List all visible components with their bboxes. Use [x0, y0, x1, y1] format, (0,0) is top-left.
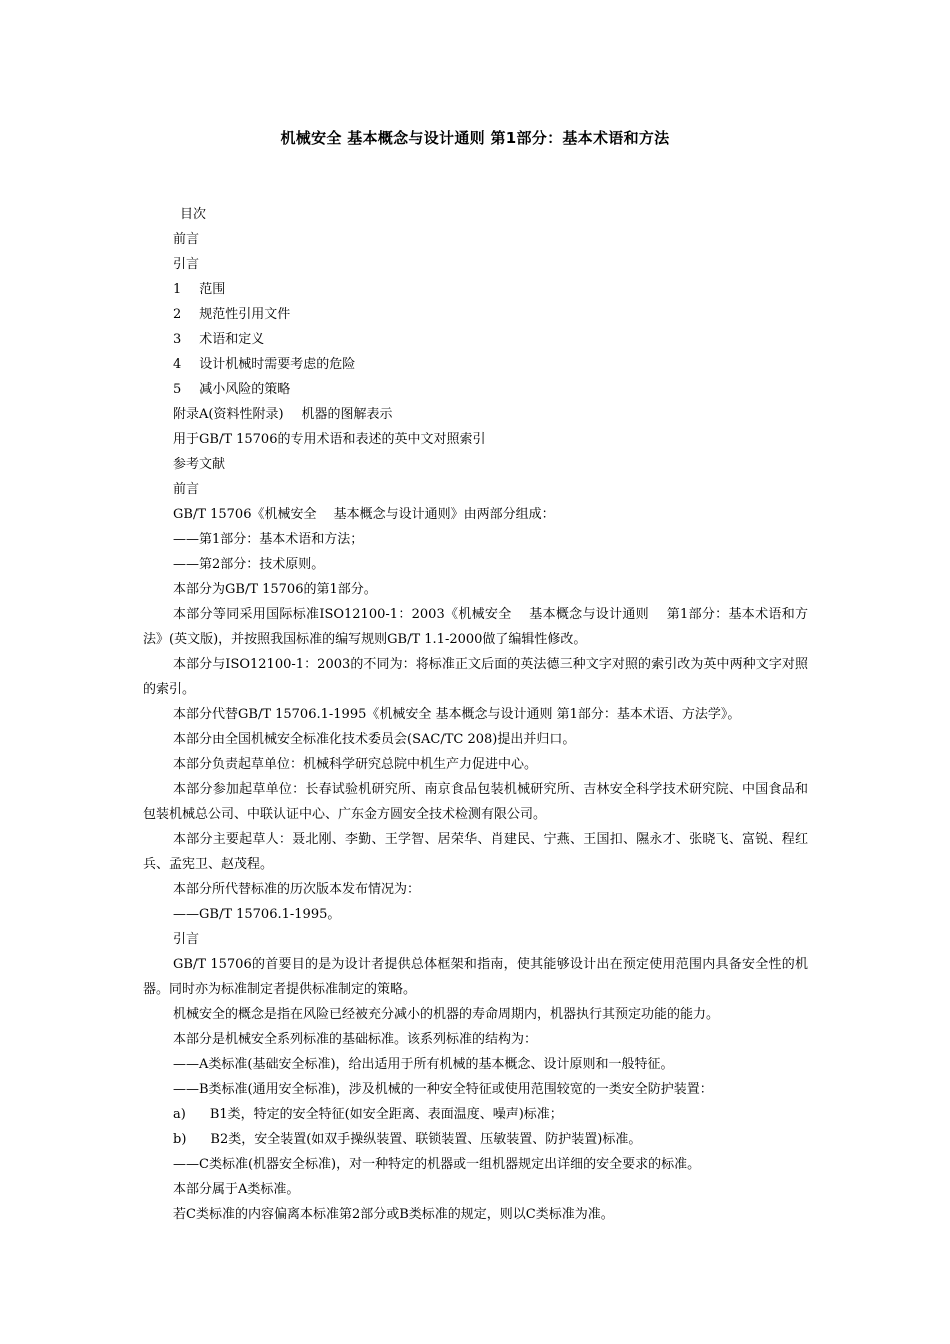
foreword-paragraph: 本部分负责起草单位：机械科学研究总院中机生产力促进中心。	[173, 757, 538, 772]
introduction-paragraph: 本部分属于A类标准。	[173, 1182, 300, 1197]
toc-item: 1 范围	[173, 282, 226, 297]
foreword-paragraph: 本部分主要起草人：聂北刚、李勤、王学智、居荣华、肖建民、宁燕、王国扣、隰永才、张晓飞、富锐、程红兵、孟宪卫、赵茂程。	[143, 832, 808, 872]
toc-item: 5 减小风险的策略	[173, 382, 291, 397]
introduction-heading: 引言	[173, 932, 200, 947]
toc-item: 3 术语和定义	[173, 332, 265, 347]
introduction-paragraph: ——A类标准(基础安全标准)，给出适用于所有机械的基本概念、设计原则和一般特征。	[173, 1057, 674, 1072]
document-body	[143, 202, 808, 1227]
foreword-paragraph: ——第1部分：基本术语和方法；	[173, 532, 364, 547]
foreword-paragraph: 本部分代替GB/T 15706.1-1995《机械安全 基本概念与设计通则 第1部分：基本术语、方法学》。	[173, 707, 741, 722]
foreword-paragraph: 本部分等同采用国际标准ISO12100-1：2003《机械安全 基本概念与设计通则 第1部分：基本术语和方法》(英文版)，并按照我国标准的编写规则GB/T 1.1-2000做了编辑性修改。	[143, 607, 808, 647]
toc-references: 参考文献	[173, 457, 226, 472]
toc-appendix: 附录A(资料性附录) 机器的图解表示	[173, 407, 393, 422]
toc-item: 前言	[173, 232, 200, 247]
introduction-list-item: a) B1类，特定的安全特征(如安全距离、表面温度、噪声)标准；	[173, 1107, 563, 1122]
foreword-paragraph: 本部分由全国机械安全标准化技术委员会(SAC/TC 208)提出并归口。	[173, 732, 576, 747]
toc-item: 2 规范性引用文件	[173, 307, 291, 322]
introduction-paragraph: 机械安全的概念是指在风险已经被充分减小的机器的寿命周期内，机器执行其预定功能的能力。	[173, 1007, 720, 1022]
foreword-paragraph: ——第2部分：技术原则。	[173, 557, 325, 572]
introduction-list-item: b) B2类，安全装置(如双手操纵装置、联锁装置、压敏装置、防护装置)标准。	[173, 1132, 642, 1147]
foreword-heading: 前言	[173, 482, 200, 497]
introduction-paragraph: GB/T 15706的首要目的是为设计者提供总体框架和指南，使其能够设计出在预定使用范围内具备安全性的机器。同时亦为标准制定者提供标准制定的策略。	[143, 957, 808, 997]
toc-index: 用于GB/T 15706的专用术语和表述的英中文对照索引	[173, 432, 486, 447]
foreword-paragraph: GB/T 15706《机械安全 基本概念与设计通则》由两部分组成：	[173, 507, 555, 522]
introduction-paragraph: ——B类标准(通用安全标准)，涉及机械的一种安全特征或使用范围较宽的一类安全防护装置：	[173, 1082, 713, 1097]
foreword-paragraph: 本部分与ISO12100-1：2003的不同为：将标准正文后面的英法德三种文字对照的索引改为英中两种文字对照的索引。	[143, 657, 808, 697]
introduction-paragraph: 若C类标准的内容偏离本标准第2部分或B类标准的规定，则以C类标准为准。	[173, 1207, 614, 1222]
foreword-paragraph: ——GB/T 15706.1-1995。	[173, 907, 341, 922]
foreword-paragraph: 本部分为GB/T 15706的第1部分。	[173, 582, 377, 597]
introduction-paragraph: 本部分是机械安全系列标准的基础标准。该系列标准的结构为：	[173, 1032, 538, 1047]
toc-item: 4 设计机械时需要考虑的危险	[173, 357, 356, 372]
foreword-paragraph: 本部分所代替标准的历次版本发布情况为：	[173, 882, 421, 897]
introduction-paragraph: ——C类标准(机器安全标准)，对一种特定的机器或一组机器规定出详细的安全要求的标准。	[173, 1157, 701, 1172]
toc-heading: 目次	[180, 207, 207, 222]
foreword-paragraph: 本部分参加起草单位：长春试验机研究所、南京食品包装机械研究所、吉林安全科学技术研究院、中国食品和包装机械总公司、中联认证中心、广东金方圆安全技术检测有限公司。	[143, 782, 808, 822]
document-title: 机械安全 基本概念与设计通则 第1部分：基本术语和方法	[280, 129, 670, 147]
toc-item: 引言	[173, 257, 200, 272]
